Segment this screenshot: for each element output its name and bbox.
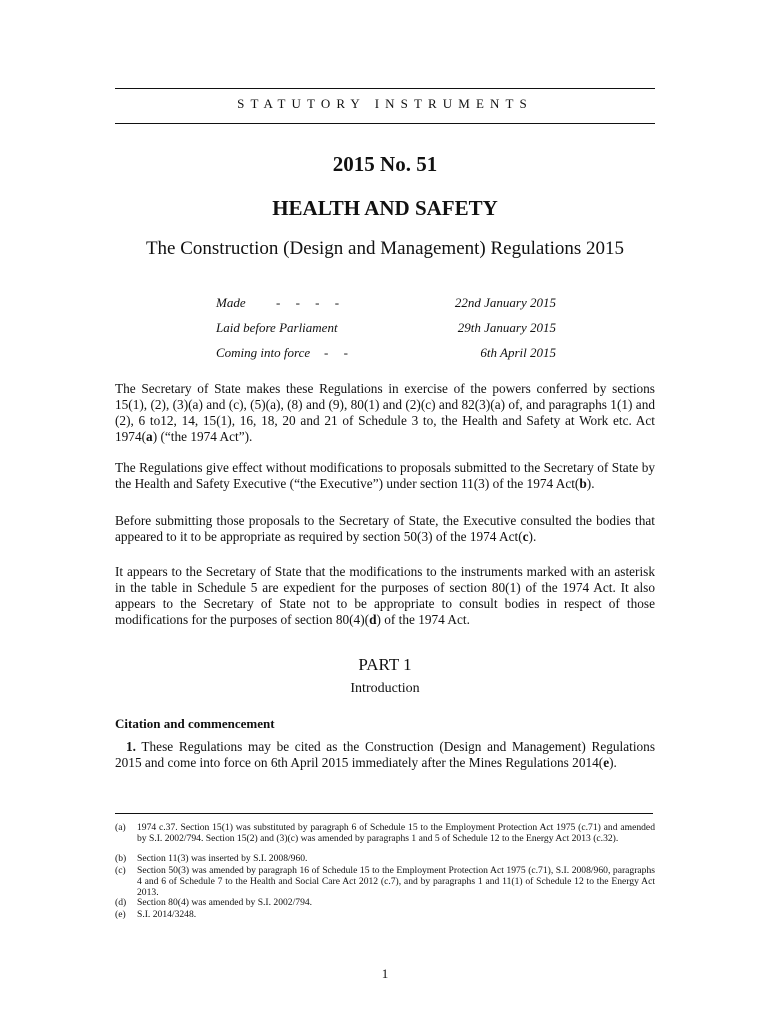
preamble-paragraph: It appears to the Secretary of State that the modifications to the instruments marked with an asterisk in the table in Schedule 5 are expedient for the purposes of section 80(1) of the 1974 Act. It also appears to the Secretary of State not to be appropriate to consult bodies in respect of those modifications for the purposes of section 80(4)(d) of the 1974 Act. bbox=[115, 564, 655, 627]
preamble-paragraph: The Regulations give effect without modifications to proposals submitted to the Secretary of State by the Health and Safety Executive (“the Executive”) under section 11(3) of the 1974 Act(b). bbox=[115, 460, 655, 491]
date-row-coming-into-force bbox=[216, 345, 556, 365]
footnote-ref: e bbox=[603, 755, 610, 770]
regulation-number: 1. bbox=[126, 739, 136, 754]
footnote-mark: (d) bbox=[115, 897, 127, 908]
footnote-text: S.I. 2014/3248. bbox=[137, 909, 197, 920]
footnote-mark: (e) bbox=[115, 909, 126, 920]
footnote-ref: b bbox=[579, 476, 587, 491]
date-label: Laid before Parliament bbox=[216, 320, 338, 335]
instrument-number: 2015 No. 51 bbox=[332, 152, 438, 176]
regulations-title: The Construction (Design and Management) Regulations 2015 bbox=[145, 238, 625, 259]
page-number: 1 bbox=[381, 966, 389, 981]
header-top-rule bbox=[115, 88, 655, 89]
date-label: Made bbox=[216, 295, 246, 310]
footnote-separator bbox=[115, 813, 653, 814]
date-dashes: - - - - bbox=[276, 295, 340, 310]
preamble-paragraph: Before submitting those proposals to the Secretary of State, the Executive consulted the bodies that appeared to it to be appropriate as required by section 50(3) of the 1974 Act(c). bbox=[115, 513, 655, 544]
date-value: 29th January 2015 bbox=[457, 320, 556, 335]
series-title: STATUTORY INSTRUMENTS bbox=[237, 96, 533, 111]
footnote-text: Section 11(3) was inserted by S.I. 2008/960. bbox=[137, 853, 308, 864]
date-dashes: - - bbox=[324, 345, 348, 360]
preamble-paragraph: The Secretary of State makes these Regulations in exercise of the powers conferred by sections 15(1), (2), (3)(a) and (c), (5)(a), (8) and (9), 80(1) and (2)(c) and 82(3)(a) of, and paragraphs 1(1) and (2), 6 to12, 14, 15(1), 16, 18, 20 and 21 of Schedule 3 to, the Health and Safety at Work etc. Act 1974(a) (“the 1974 Act”). bbox=[115, 381, 655, 444]
date-value: 22nd January 2015 bbox=[454, 295, 556, 310]
part-title: Introduction bbox=[350, 681, 420, 696]
footnote-ref: c bbox=[522, 529, 529, 544]
footnote-text: Section 50(3) was amended by paragraph 16 of Schedule 15 to the Employment Protection Act 1975 (c.71), S.I. 2008/960, paragraphs 4 and 6 of Schedule 7 to the Health and Social Care Act 2012 (c.7), and by paragraphs 1 and 11(1) of Schedule 12 to the Energy Act 2013. bbox=[137, 865, 655, 898]
section-heading: Citation and commencement bbox=[115, 716, 275, 731]
date-row-laid bbox=[216, 320, 556, 340]
footnote-text: Section 80(4) was amended by S.I. 2002/794. bbox=[137, 897, 313, 908]
date-value: 6th April 2015 bbox=[480, 345, 556, 360]
footnote-text: 1974 c.37. Section 15(1) was substituted by paragraph 6 of Schedule 15 to the Employment Protection Act 1975 (c.71) and amended by S.I. 2002/794. Section 15(2) and (3)(c) was amended by paragraphs 1 and 5 of Schedule 12 to the Energy Act 2013 (c.32). bbox=[137, 822, 655, 844]
date-row-made bbox=[216, 295, 556, 315]
footnote-mark: (b) bbox=[115, 853, 127, 864]
footnote-mark: (c) bbox=[115, 865, 126, 876]
regulation-paragraph: 1. These Regulations may be cited as the Construction (Design and Management) Regulations 2015 and come into force on 6th April 2015 immediately after the Mines Regulations 2014(e). bbox=[115, 739, 655, 770]
footnote-mark: (a) bbox=[115, 822, 126, 833]
date-label: Coming into force bbox=[216, 345, 311, 360]
footnote-ref: a bbox=[146, 429, 153, 444]
part-heading: PART 1 bbox=[358, 655, 412, 674]
header-bottom-rule bbox=[115, 123, 655, 124]
footnote-ref: d bbox=[369, 612, 377, 627]
subject-heading: HEALTH AND SAFETY bbox=[272, 196, 498, 220]
